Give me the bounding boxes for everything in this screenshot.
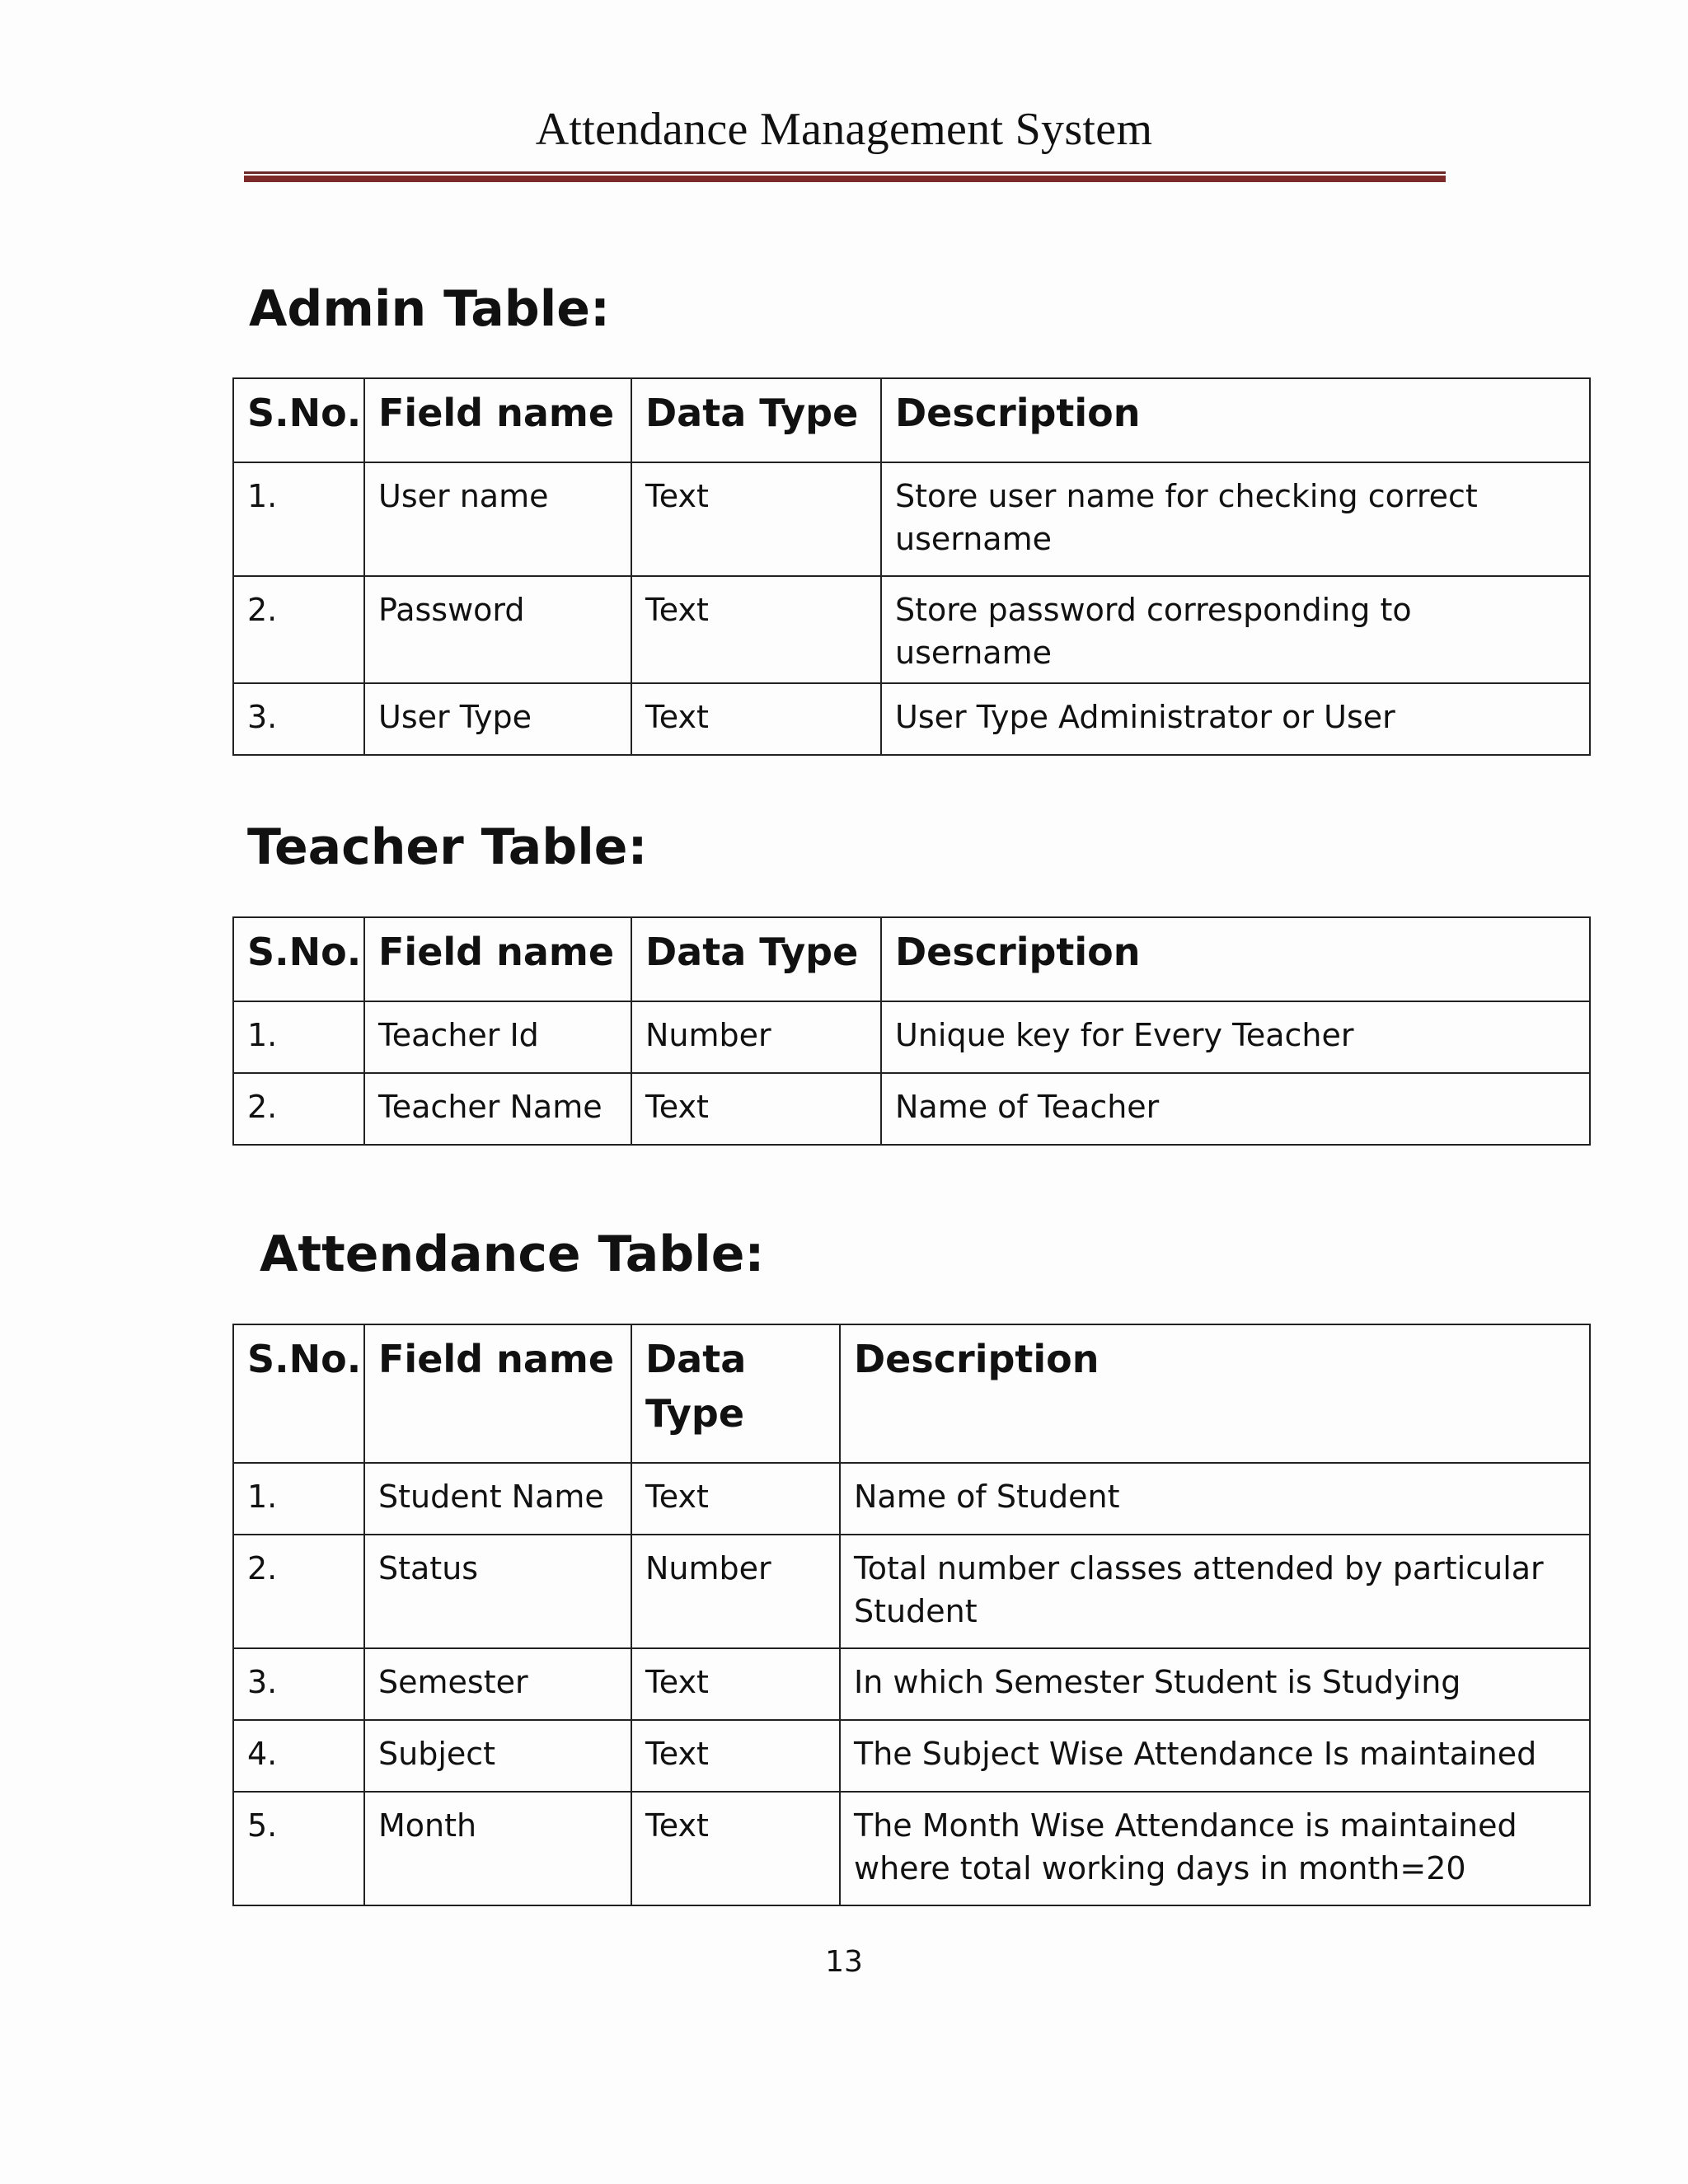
table-cell: 3. [233,1648,364,1720]
table-cell: 2. [233,1073,364,1145]
table-cell: Student Name [364,1463,631,1535]
table-row [233,576,1590,683]
table-cell: Text [631,576,881,683]
table-cell: Text [631,1792,840,1905]
table-row [233,1535,1590,1648]
table-cell: 1. [233,1463,364,1535]
table-cell: Text [631,1463,840,1535]
column-header: S.No. [233,378,364,462]
table-header-row [233,378,1590,462]
table-cell: The Subject Wise Attendance Is maintained [840,1720,1590,1792]
table-row [233,1720,1590,1792]
column-header: Data Type [631,1324,840,1463]
table-cell: Store password corresponding to username [881,576,1590,683]
table-header-row [233,917,1590,1001]
header-rule-thick [244,176,1446,182]
table-cell: Password [364,576,631,683]
teacher-table [232,916,1591,1146]
table-cell: Name of Student [840,1463,1590,1535]
table-cell: Text [631,462,881,576]
table-cell: 2. [233,1535,364,1648]
table-cell: Status [364,1535,631,1648]
table-cell: Total number classes attended by particular Student [840,1535,1590,1648]
attendance-table [232,1324,1591,1906]
table-row [233,1001,1590,1073]
table-cell: 5. [233,1792,364,1905]
table-cell: Text [631,683,881,755]
table-cell: In which Semester Student is Studying [840,1648,1590,1720]
column-header: S.No. [233,917,364,1001]
column-header: S.No. [233,1324,364,1463]
table-cell: Month [364,1792,631,1905]
table-row [233,1648,1590,1720]
page-number: 13 [825,1945,863,1979]
table-cell: Unique key for Every Teacher [881,1001,1590,1073]
table-cell: User name [364,462,631,576]
table-cell: User Type [364,683,631,755]
column-header: Description [881,378,1590,462]
table-cell: Store user name for checking correct username [881,462,1590,576]
table-cell: Number [631,1535,840,1648]
table-cell: 3. [233,683,364,755]
admin-table-heading: Admin Table: [249,280,610,338]
table-cell: 2. [233,576,364,683]
column-header: Description [840,1324,1590,1463]
column-header: Field name [364,1324,631,1463]
table-cell: Text [631,1720,840,1792]
table-cell: 1. [233,1001,364,1073]
teacher-table-heading: Teacher Table: [247,818,648,876]
table-row [233,1792,1590,1905]
table-cell: 4. [233,1720,364,1792]
table-cell: Teacher Name [364,1073,631,1145]
table-cell: 1. [233,462,364,576]
table-row [233,683,1590,755]
table-cell: The Month Wise Attendance is maintained where total working days in month=20 [840,1792,1590,1905]
table-cell: User Type Administrator or User [881,683,1590,755]
table-cell: Teacher Id [364,1001,631,1073]
column-header: Data Type [631,917,881,1001]
admin-table [232,377,1591,756]
attendance-table-heading: Attendance Table: [260,1226,765,1283]
table-row [233,1463,1590,1535]
table-row [233,462,1590,576]
header-rule-thin [244,171,1446,174]
table-cell: Subject [364,1720,631,1792]
table-cell: Text [631,1073,881,1145]
table-cell: Text [631,1648,840,1720]
table-cell: Semester [364,1648,631,1720]
column-header: Field name [364,378,631,462]
table-cell: Name of Teacher [881,1073,1590,1145]
table-header-row [233,1324,1590,1463]
header-rule [244,171,1446,183]
column-header: Description [881,917,1590,1001]
column-header: Field name [364,917,631,1001]
table-cell: Number [631,1001,881,1073]
table-row [233,1073,1590,1145]
page-header-title: Attendance Management System [535,104,1153,155]
column-header: Data Type [631,378,881,462]
